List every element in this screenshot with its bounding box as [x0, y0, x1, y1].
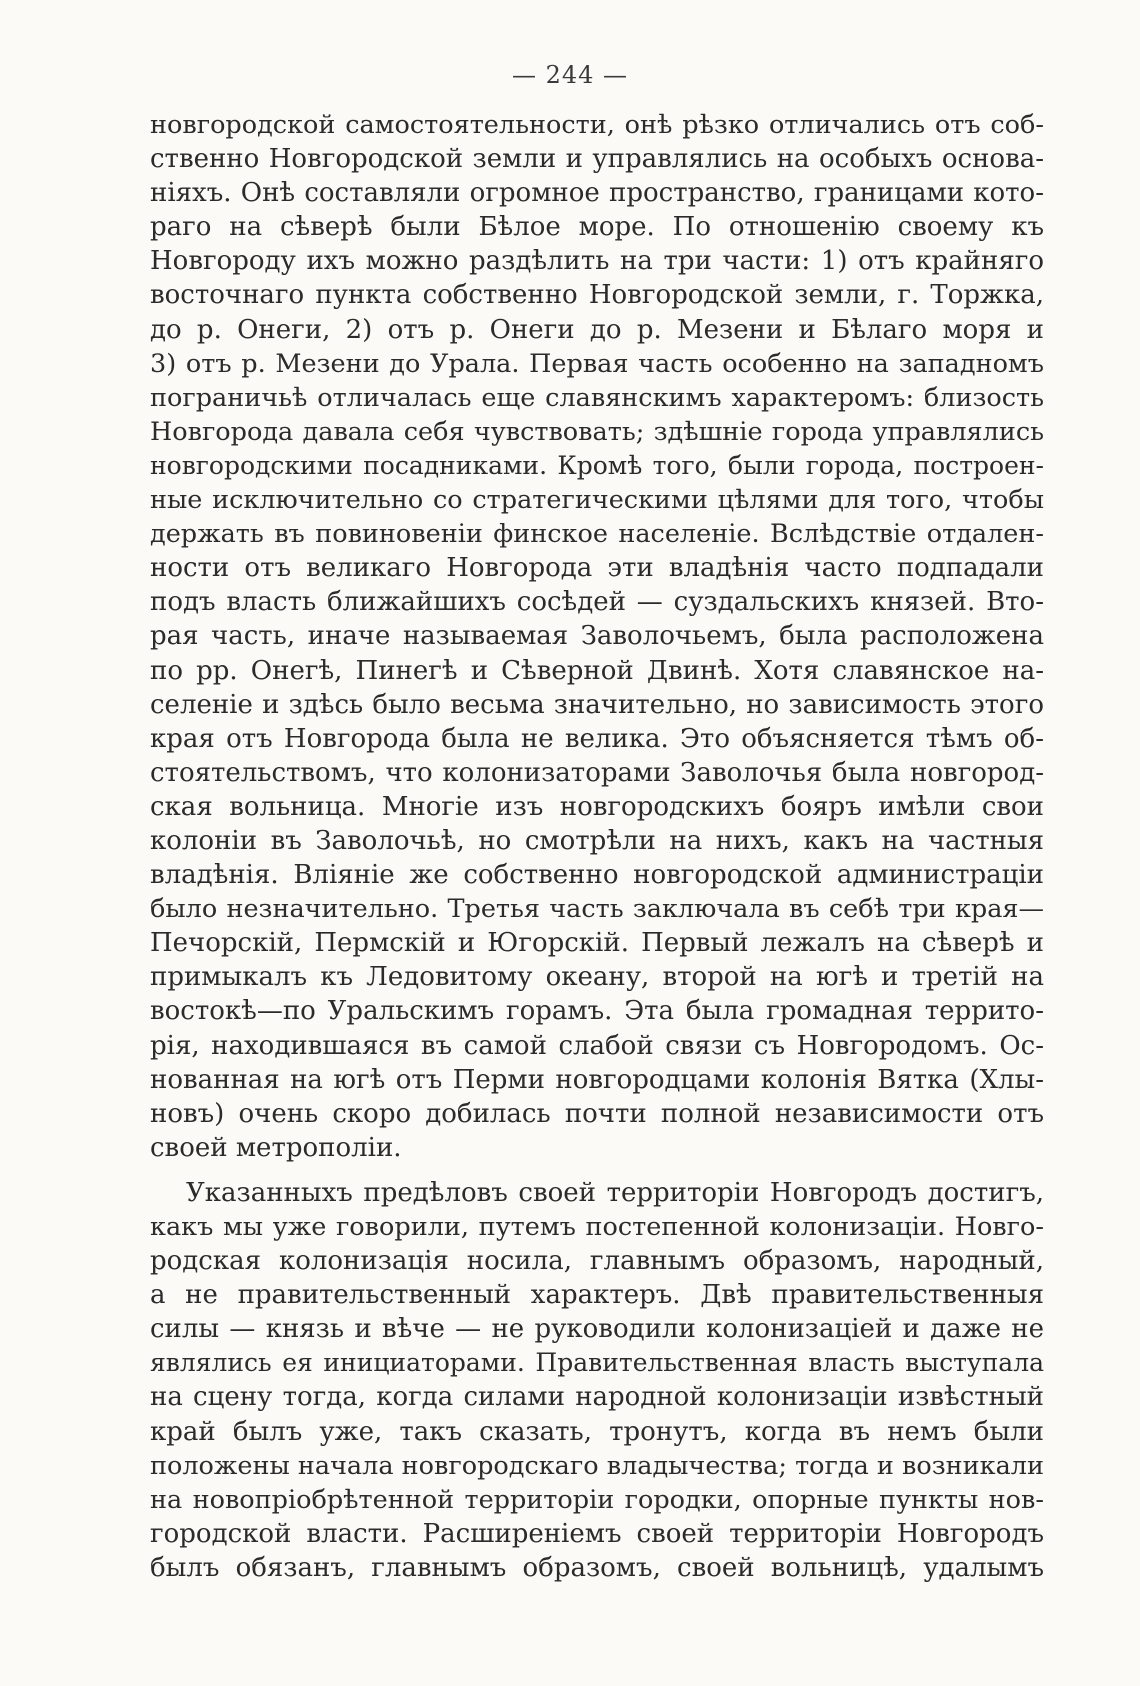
text-line: нованная на югѣ отъ Перми новгородцами колонія Вятка (Хлы- — [150, 1064, 1044, 1095]
text-line: Новгороду ихъ можно раздѣлить на три части: 1) отъ крайняго — [150, 246, 1044, 277]
text-line: ности отъ великаго Новгорода эти владѣнія часто подпадали — [150, 553, 1044, 584]
text-line: ные исключительно со стратегическими цѣлями для того, чтобы — [150, 485, 1044, 516]
text-line: Указанныхъ предѣловъ своей территоріи Новгородъ достигъ, — [186, 1177, 1044, 1208]
text-line: родская колонизація носила, главнымъ образомъ, народный, — [150, 1246, 1044, 1277]
text-line: новъ) очень скоро добилась почти полной независимости отъ — [150, 1098, 1044, 1129]
text-line: Печорскій, Пермскій и Югорскій. Первый лежалъ на сѣверѣ и — [150, 928, 1044, 959]
text-body — [150, 108, 1044, 1585]
text-line: края отъ Новгорода была не велика. Это объясняется тѣмъ об- — [150, 723, 1044, 754]
text-line: рія, находившаяся въ самой слабой связи съ Новгородомъ. Ос- — [150, 1030, 1044, 1061]
text-line: новгородской самостоятельности, онѣ рѣзко отличались отъ соб- — [150, 110, 1044, 140]
text-line: востокѣ—по Уральскимъ горамъ. Эта была громадная террито- — [150, 996, 1044, 1027]
text-line: городской власти. Расширеніемъ своей территоріи Новгородъ — [150, 1518, 1044, 1549]
text-line: являлись ея инициаторами. Правительственная власть выступала — [150, 1348, 1044, 1378]
text-line: Новгорода давала себя чувствовать; здѣшніе города управлялись — [150, 416, 1044, 447]
text-line: ская вольница. Многіе изъ новгородскихъ бояръ имѣли свои — [150, 791, 1044, 822]
text-line: новгородскими посадниками. Кромѣ того, были города, построен- — [150, 450, 1044, 480]
text-line: подъ власть ближайшихъ сосѣдей — суздальскихъ князей. Вто- — [150, 587, 1044, 618]
text-line: своей метрополіи. — [150, 1132, 402, 1163]
paragraph-gap — [150, 1165, 1044, 1176]
text-line: примыкалъ къ Ледовитому океану, второй на югѣ и третій на — [150, 962, 1044, 993]
text-line: селеніе и здѣсь было весьма значительно, но зависимость этого — [150, 689, 1044, 720]
text-line: стоятельствомъ, что колонизаторами Заволочья была новгород- — [150, 757, 1044, 788]
page-number: — 244 — — [511, 61, 629, 89]
text-line: ніяхъ. Онѣ составляли огромное пространство, границами кото- — [150, 178, 1044, 209]
text-line: край былъ уже, такъ сказать, тронутъ, когда въ немъ были — [150, 1416, 1044, 1447]
text-line: раго на сѣверѣ были Бѣлое море. По отношенію своему къ — [150, 212, 1044, 243]
text-line: держать въ повиновеніи финское населеніе. Вслѣдствіе отдален- — [150, 519, 1044, 550]
text-line: силы — князь и вѣче — не руководили колонизаціей и даже не — [150, 1314, 1044, 1345]
text-line: на новопріобрѣтенной территоріи городки, опорные пункты нов- — [150, 1484, 1044, 1515]
text-line: по рр. Онегѣ, Пинегѣ и Сѣверной Двинѣ. Хотя славянское на- — [150, 655, 1044, 686]
text-line: пограничьѣ отличалась еще славянскимъ характеромъ: близость — [150, 382, 1044, 413]
text-line: а не правительственный характеръ. Двѣ правительственныя — [150, 1280, 1044, 1311]
text-line: на сцену тогда, когда силами народной колонизаціи извѣстный — [150, 1382, 1044, 1413]
text-line: колоніи въ Заволочьѣ, но смотрѣли на нихъ, какъ на частныя — [150, 825, 1044, 856]
text-line: рая часть, иначе называемая Заволочьемъ, была расположена — [150, 621, 1044, 652]
text-line: восточнаго пункта собственно Новгородской земли, г. Торжка, — [150, 280, 1044, 311]
text-line: 3) отъ р. Мезени до Урала. Первая часть особенно на западномъ — [150, 348, 1044, 379]
text-line: владѣнія. Вліяніе же собственно новгородской администраціи — [150, 860, 1044, 891]
paragraph — [150, 108, 1044, 1165]
text-line: положены начала новгородскаго владычества; тогда и возникали — [150, 1450, 1044, 1481]
text-line: ственно Новгородской земли и управлялись на особыхъ основа- — [150, 144, 1044, 175]
text-line: до р. Онеги, 2) отъ р. Онеги до р. Мезени и Бѣлаго моря и — [150, 314, 1044, 345]
text-line: было незначительно. Третья часть заключала въ себѣ три края— — [150, 894, 1044, 925]
text-line: какъ мы уже говорили, путемъ постепенной колонизаціи. Новго- — [150, 1212, 1044, 1242]
paragraph — [150, 1176, 1044, 1585]
text-line: былъ обязанъ, главнымъ образомъ, своей вольницѣ, удалымъ — [150, 1552, 1044, 1583]
